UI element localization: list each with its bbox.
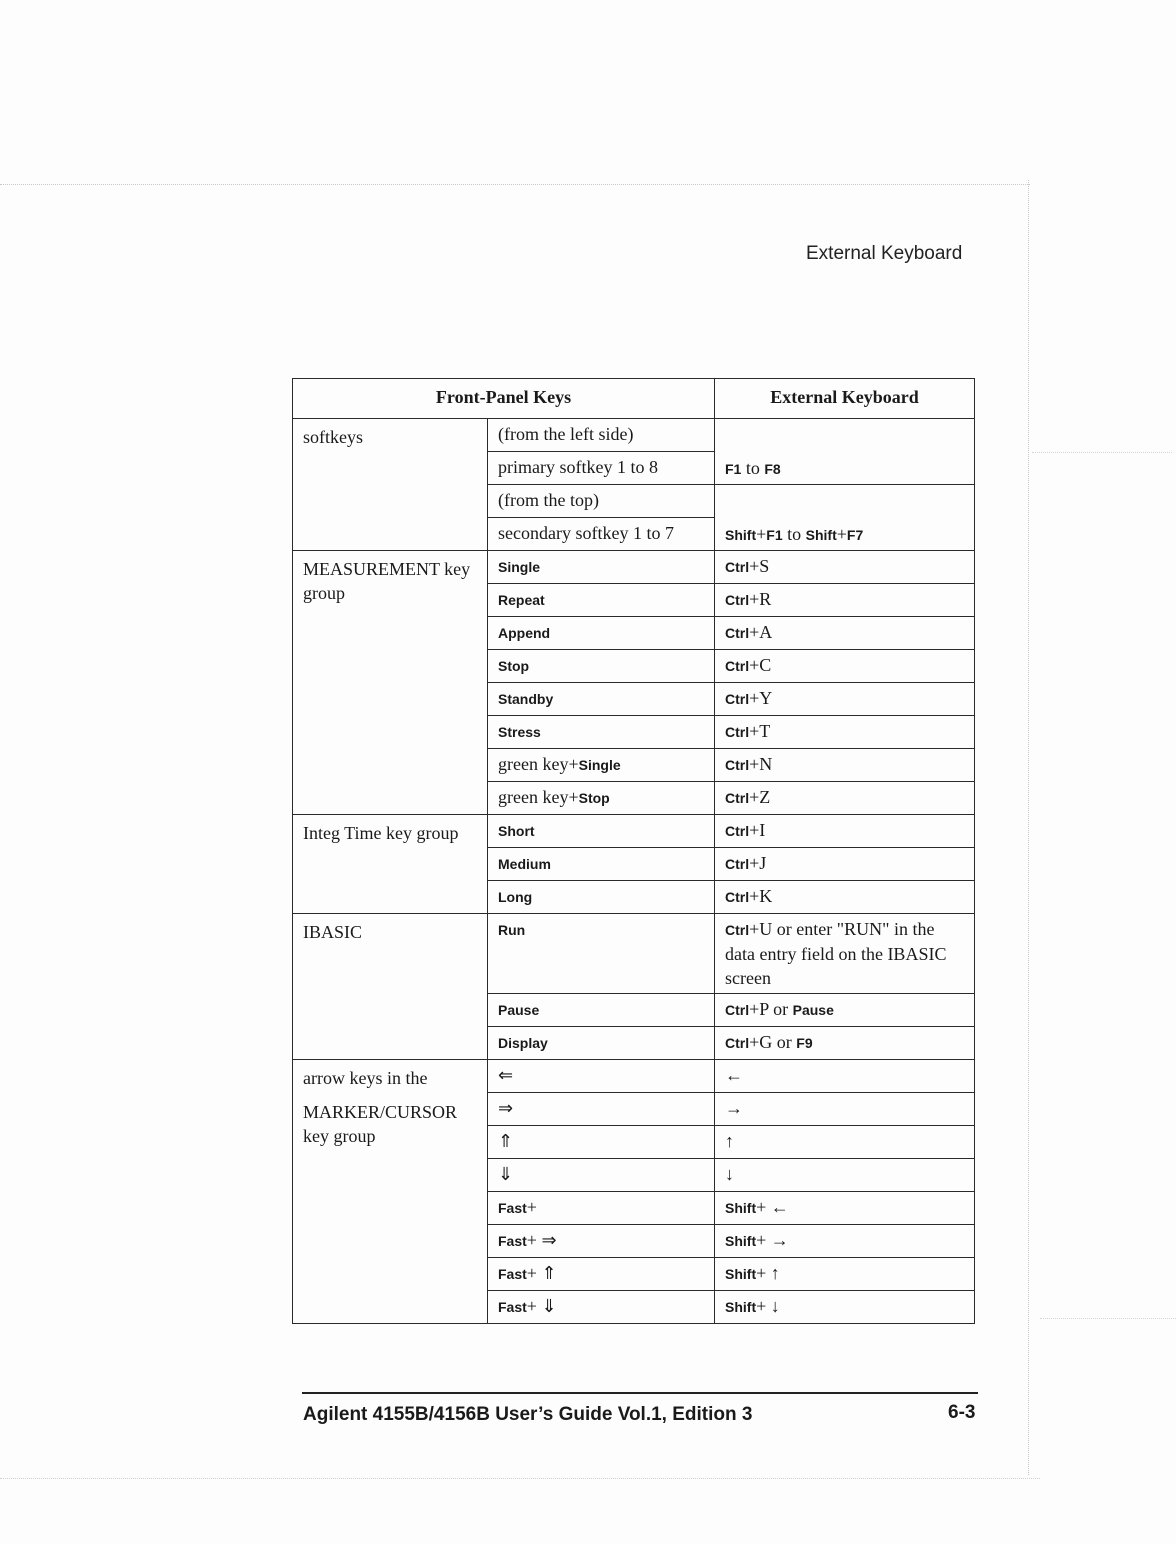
cell-panel: primary softkey 1 to 8 bbox=[488, 452, 715, 485]
cell-external: Ctrl+N bbox=[715, 749, 975, 782]
cell-panel: Fast+ ⇑ bbox=[488, 1258, 715, 1291]
cell-external: → bbox=[715, 1093, 975, 1126]
cell-external: Ctrl+U or enter "RUN" in the data entry field on the IBASIC screen bbox=[715, 914, 975, 994]
scan-mark bbox=[1040, 1318, 1176, 1319]
cell-panel: Run bbox=[488, 914, 715, 994]
cell-panel: Short bbox=[488, 815, 715, 848]
group-softkeys: softkeys bbox=[293, 419, 488, 551]
cell-external: ↑ bbox=[715, 1126, 975, 1159]
table-row bbox=[293, 815, 975, 848]
cell-external: Ctrl+P or Pause bbox=[715, 994, 975, 1027]
cell-panel: green key+Stop bbox=[488, 782, 715, 815]
cell-panel: Fast+ bbox=[488, 1192, 715, 1225]
cell-external: Shift+ ← bbox=[715, 1192, 975, 1225]
scan-mark bbox=[1032, 452, 1172, 453]
header-external: External Keyboard bbox=[715, 379, 975, 419]
cell-external: Ctrl+C bbox=[715, 650, 975, 683]
table-row bbox=[293, 419, 975, 452]
table-row bbox=[293, 1060, 975, 1093]
group-measurement: MEASUREMENT key group bbox=[293, 551, 488, 815]
table-header-row bbox=[293, 379, 975, 419]
cell-panel: ⇒ bbox=[488, 1093, 715, 1126]
cell-panel: Append bbox=[488, 617, 715, 650]
running-head: External Keyboard bbox=[806, 243, 963, 264]
cell-external: Ctrl+J bbox=[715, 848, 975, 881]
table-row bbox=[293, 914, 975, 994]
header-front-panel: Front-Panel Keys bbox=[293, 379, 715, 419]
cell-external: Ctrl+T bbox=[715, 716, 975, 749]
cell-external: Ctrl+S bbox=[715, 551, 975, 584]
cell-panel: ⇑ bbox=[488, 1126, 715, 1159]
group-ibasic: IBASIC bbox=[293, 914, 488, 1060]
cell-external: Ctrl+A bbox=[715, 617, 975, 650]
keyboard-mapping-table bbox=[292, 378, 975, 1324]
cell-external: Ctrl+R bbox=[715, 584, 975, 617]
footer-rule bbox=[302, 1392, 978, 1394]
cell-panel: Stop bbox=[488, 650, 715, 683]
cell-panel: ⇓ bbox=[488, 1159, 715, 1192]
group-arrow-keys: arrow keys in the MARKER/CURSOR key group bbox=[293, 1060, 488, 1324]
scan-edge-top bbox=[0, 184, 1030, 185]
cell-panel: green key+Single bbox=[488, 749, 715, 782]
cell-panel: Standby bbox=[488, 683, 715, 716]
cell-external: ↓ bbox=[715, 1159, 975, 1192]
scan-edge-bottom bbox=[0, 1478, 1040, 1479]
cell-panel: Single bbox=[488, 551, 715, 584]
cell-panel: Display bbox=[488, 1027, 715, 1060]
cell-external: Ctrl+G or F9 bbox=[715, 1027, 975, 1060]
cell-external: ← bbox=[715, 1060, 975, 1093]
cell-panel: Pause bbox=[488, 994, 715, 1027]
cell-panel: Fast+ ⇓ bbox=[488, 1291, 715, 1324]
cell-note: (from the left side) bbox=[488, 419, 715, 452]
group-integ-time: Integ Time key group bbox=[293, 815, 488, 914]
cell-panel: Medium bbox=[488, 848, 715, 881]
footer-title: Agilent 4155B/4156B User’s Guide Vol.1, Edition 3 bbox=[303, 1404, 753, 1425]
cell-external: Ctrl+K bbox=[715, 881, 975, 914]
cell-panel: Long bbox=[488, 881, 715, 914]
page-number: 6-3 bbox=[948, 1402, 976, 1423]
cell-panel: ⇐ bbox=[488, 1060, 715, 1093]
cell-external: Shift+ ↑ bbox=[715, 1258, 975, 1291]
cell-external: Shift+ → bbox=[715, 1225, 975, 1258]
cell-external: Shift+F1 to Shift+F7 bbox=[715, 518, 975, 551]
cell-empty bbox=[715, 485, 975, 518]
cell-panel: Fast+ ⇒ bbox=[488, 1225, 715, 1258]
cell-external: Ctrl+Z bbox=[715, 782, 975, 815]
cell-empty bbox=[715, 419, 975, 452]
cell-external: Shift+ ↓ bbox=[715, 1291, 975, 1324]
cell-external: F1 to F8 bbox=[715, 452, 975, 485]
cell-panel: secondary softkey 1 to 7 bbox=[488, 518, 715, 551]
cell-external: Ctrl+I bbox=[715, 815, 975, 848]
table-row bbox=[293, 551, 975, 584]
cell-panel: Stress bbox=[488, 716, 715, 749]
cell-external: Ctrl+Y bbox=[715, 683, 975, 716]
cell-panel: Repeat bbox=[488, 584, 715, 617]
scan-edge-right bbox=[1028, 180, 1029, 1475]
cell-note: (from the top) bbox=[488, 485, 715, 518]
